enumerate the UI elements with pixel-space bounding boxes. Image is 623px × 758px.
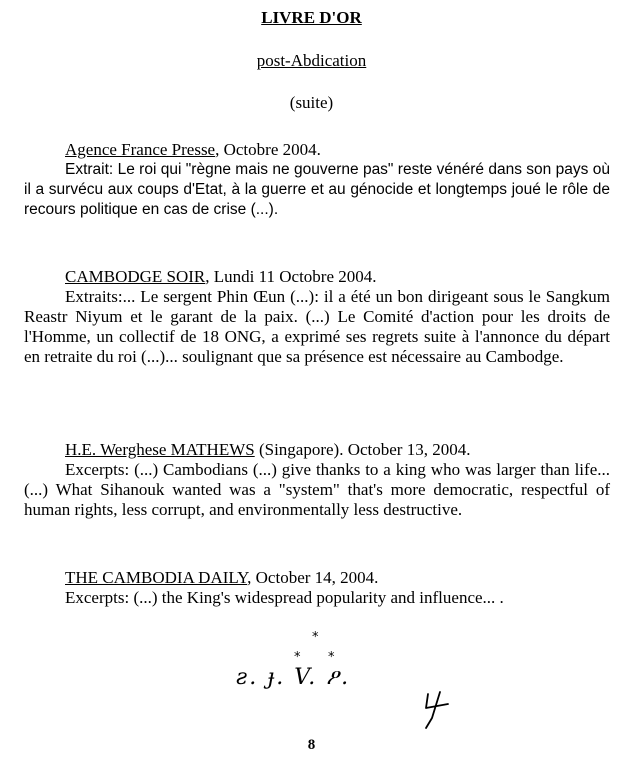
entry-date: , Lundi 11 Octobre 2004.: [205, 267, 377, 286]
signature-icon: [418, 690, 454, 730]
entry-date: (Singapore). October 13, 2004.: [254, 440, 471, 459]
page-title: LIVRE D'OR: [261, 8, 362, 27]
entry-body: Extraits:... Le sergent Phin Œun (...): il a été un bon dirigeant sous le Sangkum Reastr Niyum et le garant de la paix. (...) Le Comité d'action pour les droits de l'Homme, un collectif de 18 ONG, a exprimé ses regrets suite à l'annonce du départ en retraite du roi (...)... soulignant que sa présence est nécessaire au Cambodge.: [24, 287, 610, 366]
entry-heading: [65, 267, 610, 287]
entry-heading: [65, 568, 610, 588]
entry-source: Agence France Presse: [65, 140, 216, 159]
asterisk-icon: *: [312, 630, 319, 645]
entry-source: CAMBODGE SOIR: [65, 267, 206, 286]
continuation-label: (suite): [289, 93, 334, 112]
page-subtitle: post-Abdication: [256, 51, 367, 70]
entry-date: , October 14, 2004.: [247, 568, 379, 587]
page-number: 8: [307, 737, 316, 753]
initials-mark: [236, 630, 356, 700]
entry-body: Excerpts: (...) the King's widespread popularity and influence... .: [65, 588, 504, 607]
initials-text: ƨ. ɟ. V. ዖ.: [236, 665, 351, 690]
entry-heading: [65, 140, 610, 160]
entry-body: Excerpts: (...) Cambodians (...) give thanks to a king who was larger than life... (...) What Sihanouk wanted was a "system" that's more democratic, respectful of human rights, less corrupt, and environmentally less destructive.: [24, 460, 610, 519]
entry-afp: [24, 140, 610, 220]
entry-source: THE CAMBODIA DAILY: [65, 568, 248, 587]
entry-date: , Octobre 2004.: [215, 140, 321, 159]
entry-source: H.E. Werghese MATHEWS: [65, 440, 255, 459]
entry-cambodge-soir: [24, 267, 610, 367]
entry-body: Extrait: Le roi qui "règne mais ne gouverne pas" reste vénéré dans son pays où il a survécu aux coups d'Etat, à la guerre et au génocide et longtemps joué le rôle de recours politique en cas de crise (...).: [24, 161, 610, 218]
entry-cambodia-daily: [24, 568, 610, 608]
asterisk-icon: *: [294, 650, 301, 665]
entry-heading: [65, 440, 610, 460]
asterisk-icon: *: [328, 650, 335, 665]
entry-mathews: [24, 440, 610, 520]
